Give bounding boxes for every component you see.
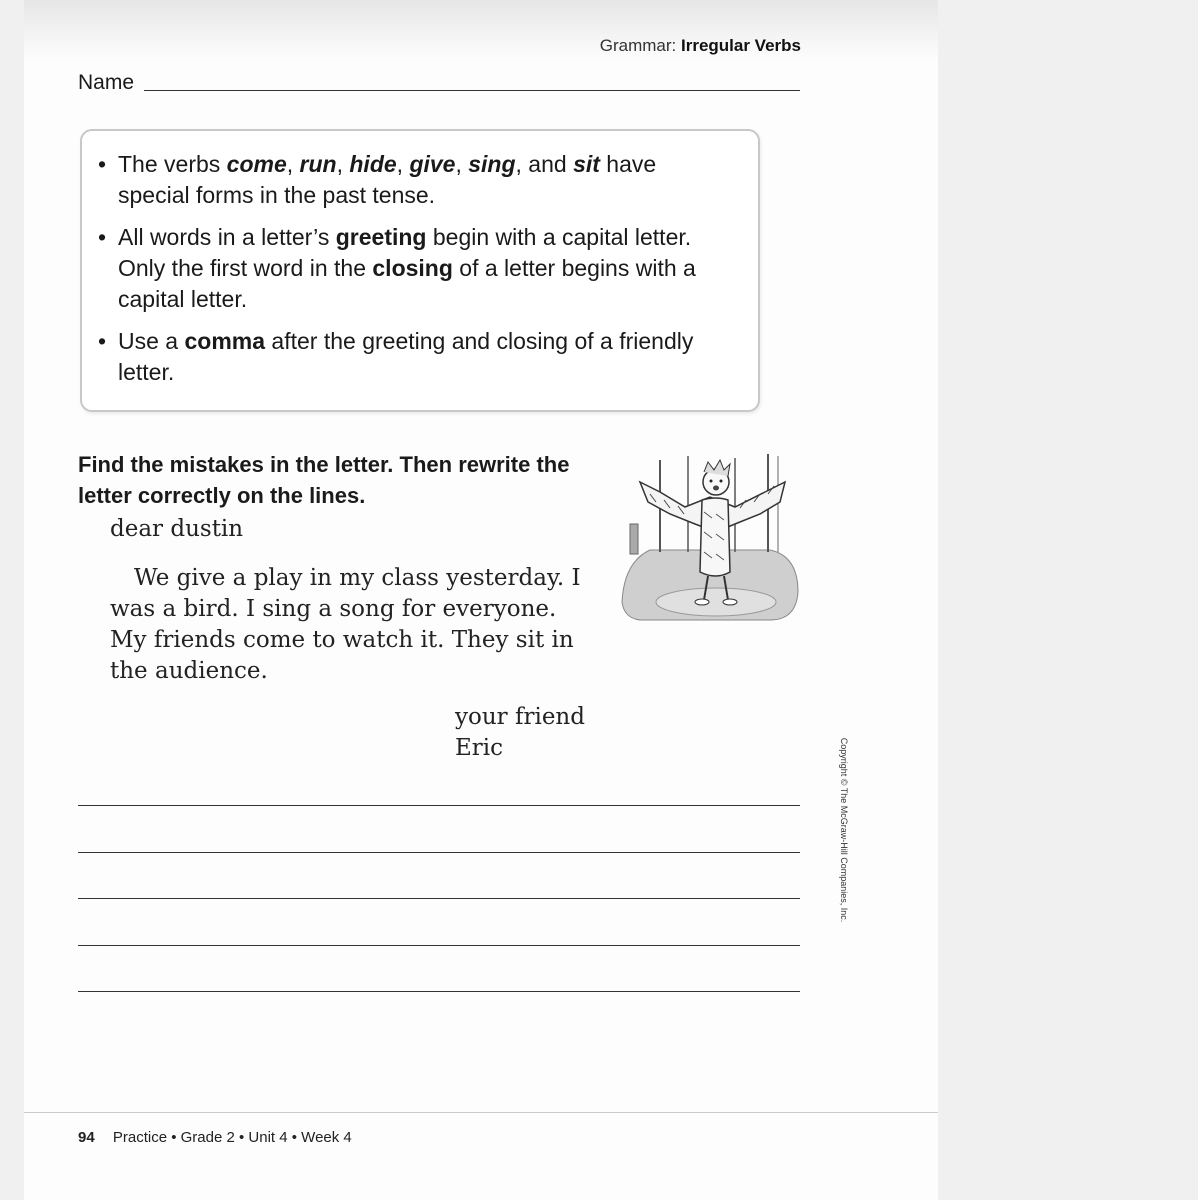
rule-1 <box>98 149 728 211</box>
heading-subject: Grammar: <box>599 36 677 55</box>
letter-closing-block <box>455 702 585 764</box>
letter-greeting: dear dustin <box>110 516 244 542</box>
instructions: Find the mistakes in the letter. Then rewrite the letter correctly on the lines. <box>78 452 570 508</box>
rule-keyword: run <box>299 151 337 177</box>
name-label: Name <box>78 71 135 94</box>
letter-body: We give a play in my class yesterday. I was a bird. I sing a song for everyone. My friends come to watch it. They sit in the audience. <box>110 565 581 684</box>
page-number: 94 <box>78 1129 95 1146</box>
rule-text: have special forms in the past tense. <box>118 151 657 208</box>
rule-keyword: come <box>226 151 287 177</box>
rule-text: , and <box>515 151 574 177</box>
name-write-line[interactable] <box>144 90 800 91</box>
answer-line-2[interactable] <box>78 852 800 853</box>
child-in-bird-costume-illustration <box>620 452 800 624</box>
rule-text: All words in a letter’s <box>118 224 336 250</box>
rule-text: , <box>336 151 350 177</box>
bullet-icon: • <box>98 328 107 354</box>
letter-signature: Eric <box>455 735 504 761</box>
rule-text: begin with a capital letter. Only the first word in the <box>118 224 692 281</box>
rule-keyword: give <box>409 151 456 177</box>
rule-keyword: comma <box>184 328 266 354</box>
bullet-icon: • <box>98 151 107 177</box>
answer-line-3[interactable] <box>78 898 800 899</box>
rule-text: after the greeting and closing of a friendly letter. <box>118 328 694 385</box>
letter-closing: your friend <box>455 704 585 730</box>
rule-text: , <box>455 151 469 177</box>
footer-text: Practice • Grade 2 • Unit 4 • Week 4 <box>112 1129 352 1146</box>
rule-keyword: closing <box>372 255 453 281</box>
rule-text: , <box>286 151 300 177</box>
worksheet-page <box>24 0 938 1200</box>
rule-keyword: hide <box>349 151 397 177</box>
copyright-notice: Copyright © The McGraw-Hill Companies, Inc. <box>839 737 849 923</box>
page-heading <box>600 36 801 56</box>
rule-3 <box>98 326 728 388</box>
bullet-icon: • <box>98 224 107 250</box>
answer-line-1[interactable] <box>78 805 800 806</box>
answer-line-4[interactable] <box>78 945 800 946</box>
rule-keyword: greeting <box>335 224 427 250</box>
grammar-rules-box <box>80 129 760 412</box>
rule-2 <box>98 222 728 315</box>
rule-text: The verbs <box>118 151 227 177</box>
heading-topic: Irregular Verbs <box>680 36 801 55</box>
rule-keyword: sing <box>468 151 516 177</box>
rule-text: of a letter begins with a capital letter. <box>118 255 696 312</box>
rule-text: Use a <box>118 328 185 354</box>
page-footer <box>78 1129 352 1146</box>
rule-keyword: sit <box>573 151 600 177</box>
rule-text: , <box>396 151 410 177</box>
footer-divider <box>24 1112 938 1113</box>
answer-line-5[interactable] <box>78 991 800 992</box>
